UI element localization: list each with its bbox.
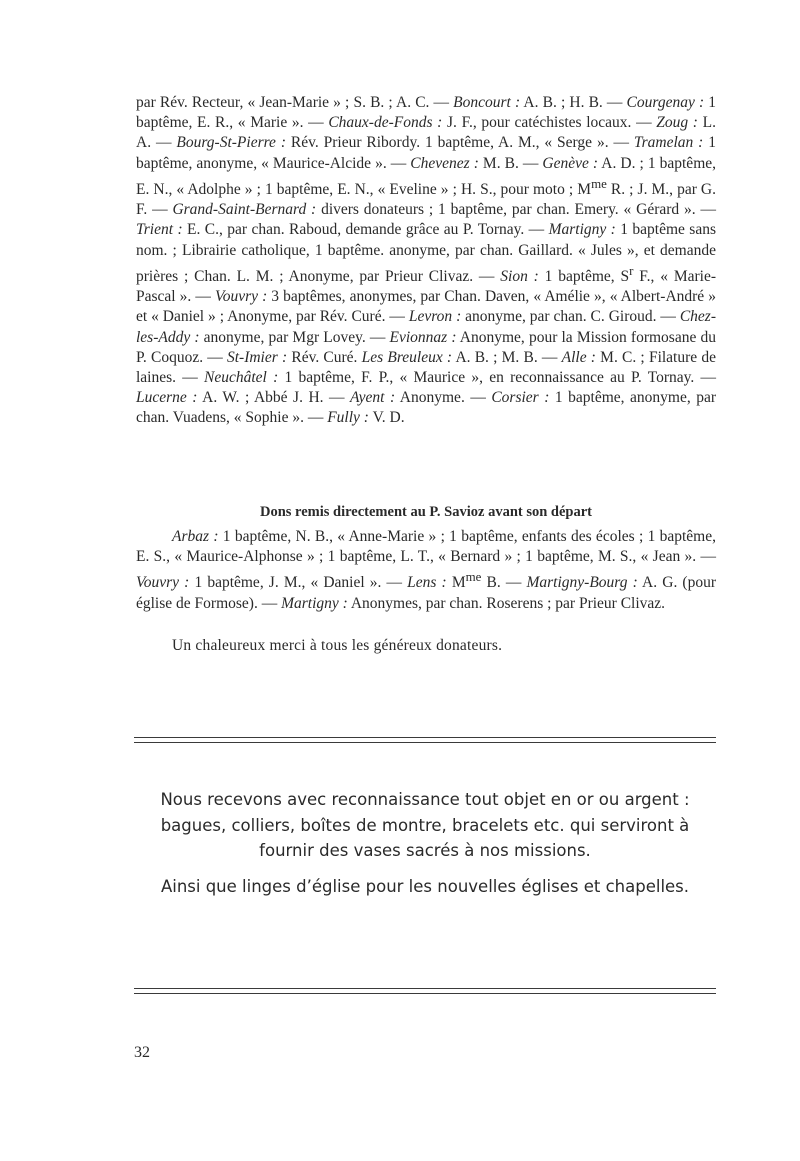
page-number: 32 <box>134 1044 150 1061</box>
double-rule-top <box>134 737 716 743</box>
section-heading: Dons remis directement au P. Savioz avant son départ <box>259 504 593 520</box>
notice-line-objects: Nous recevons avec reconnaissance tout objet en or ou argent : bagues, colliers, boîtes de montre, bracelets etc. qui serviront à fournir des vases sacrés à nos missions. <box>160 790 690 860</box>
notice-box <box>140 787 710 899</box>
double-rule-bottom <box>134 988 716 994</box>
direct-donations-paragraph: Arbaz : 1 baptême, N. B., « Anne-Marie » ; 1 baptême, enfants des écoles ; 1 baptême, E. S., « Maurice-Alphonse » ; 1 baptême, L. T., « Bernard » ; 1 baptême, M. S., « Jean ». — Vouvry : 1 baptême, J. M., « Daniel ». — Lens : $M^{me}$ B. — Martigny-Bourg : A. G. (pour église de Formose). — Martigny : Anonymes, par chan. Roserens ; par Prieur Clivaz. <box>136 528 717 612</box>
notice-line-linens: Ainsi que linges d’église pour les nouvelles églises et chapelles. <box>160 876 690 896</box>
thanks-line: Un chaleureux merci à tous les généreux donateurs. <box>172 637 503 654</box>
donors-list-paragraph: par Rév. Recteur, « Jean-Marie » ; S. B. ; A. C. — Boncourt : A. B. ; H. B. — Courgenay : 1 baptême, E. R., « Marie ». — Chaux-de-Fonds : J. F., pour catéchistes locaux. — Zoug : L. A. — Bourg-St-Pierre : Rév. Prieur Ribordy. 1 baptême, A. M., « Serge ». — Tramelan : 1 baptême, anonyme, « Maurice-Alcide ». — Chevenez : M. B. — Genève : A. D. ; 1 baptême, E. N., « Adolphe » ; 1 baptême, E. N., « Eveline » ; H. S., pour moto ; $M^{me}$ R. ; J. M., par G. F. — Grand-Saint-Bernard : divers donateurs ; 1 baptême, par chan. Emery. « Gérard ». — Trient : E. C., par chan. Raboud, demande grâce au P. Tornay. — Martigny : 1 baptême sans nom. ; Librairie catholique, 1 baptême. anonyme, par chan. Gaillard. « Jules », et demande prières ; Chan. L. M. ; Anonyme, par Prieur Clivaz. — Sion : 1 baptême, $S^r$ F., « Marie-Pascal ». — Vouvry : 3 baptêmes, anonymes, par Chan. Daven, « Amélie », « Albert-André » et « Daniel » ; Anonyme, par Rév. Curé. — Levron : anonyme, par chan. C. Giroud. — Chez-les-Addy : anonyme, par Mgr Lovey. — Evionnaz : Anonyme, pour la Mission formosane du P. Coquoz. — St-Imier : Rév. Curé. Les Breuleux : A. B. ; M. B. — Alle : M. C. ; Filature de laines. — Neuchâtel : 1 baptême, F. P., « Maurice », en reconnaissance au P. Tornay. — Lucerne : A. W. ; Abbé J. H. — Ayent : Anonyme. — Corsier : 1 baptême, anonyme, par chan. Vuadens, « Sophie ». — Fully : V. D. <box>136 94 717 427</box>
